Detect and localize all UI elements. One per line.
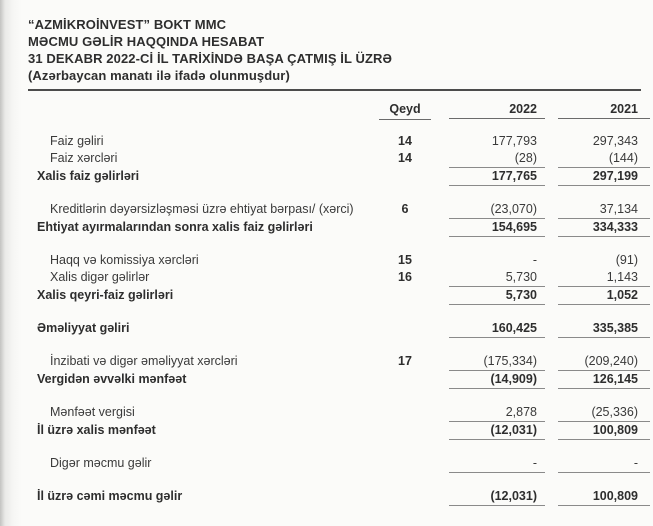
row-note: 14: [398, 151, 412, 165]
row-value-2022: -: [532, 253, 537, 267]
currency-note: (Azərbaycan manatı ilə ifadə olunmuşdur): [28, 68, 290, 83]
row-value-2021: 1,143: [558, 269, 650, 287]
row-value-2021: (25,336): [558, 404, 650, 422]
row-value-2022: 5,730: [449, 287, 545, 305]
row-value-2021: 297,199: [558, 168, 650, 186]
table-row: [28, 353, 650, 371]
row-value-2022: (12,031): [449, 488, 545, 506]
row-label: İnzibati və digər əməliyyat xərcləri: [50, 354, 238, 368]
document-header: [28, 16, 641, 91]
table-row: [28, 455, 650, 473]
row-value-2021: 297,343: [592, 134, 638, 148]
statement-title: MƏCMU GƏLİR HAQQINDA HESABAT: [28, 34, 265, 49]
row-label: Faiz gəliri: [50, 134, 104, 148]
row-value-2022: 160,425: [449, 320, 545, 338]
row-value-2022: (12,031): [449, 422, 545, 440]
row-value-2022: 2,878: [449, 404, 545, 422]
row-label: İl üzrə xalis mənfəət: [37, 423, 156, 437]
row-value-2022: 154,695: [449, 219, 545, 237]
row-value-2021: (91): [615, 253, 638, 267]
table-row: [28, 252, 650, 269]
table-row: [28, 404, 650, 422]
row-label: Haqq və komissiya xərcləri: [50, 253, 199, 267]
row-value-2021: 334,333: [558, 219, 650, 237]
table-row-subtotal: [28, 422, 650, 440]
row-value-2022: (28): [449, 150, 545, 168]
table-header-row: [28, 101, 650, 120]
column-header-2022: 2022: [449, 101, 545, 119]
row-value-2021: (144): [558, 150, 650, 168]
row-label: Əməliyyat gəliri: [37, 321, 130, 335]
row-value-2021: 1,052: [558, 287, 650, 305]
row-note: 16: [398, 270, 412, 284]
row-value-2021: 126,145: [558, 371, 650, 389]
row-value-2022: 5,730: [449, 269, 545, 287]
row-value-2021: -: [558, 455, 650, 473]
row-label: Xalis faiz gəlirləri: [37, 169, 140, 183]
column-header-2021: 2021: [558, 101, 650, 119]
statement-period: 31 DEKABR 2022-Cİ İL TARİXİNDƏ BAŞA ÇATMIŞ İL ÜZRƏ: [28, 51, 393, 66]
company-name: “AZMİKROİNVEST” BOKT MMC: [28, 17, 227, 32]
row-value-2022: 177,765: [449, 168, 545, 186]
row-note: 14: [398, 134, 412, 148]
table-row-subtotal: [28, 371, 650, 389]
table-row: [28, 133, 650, 150]
row-value-2022: (23,070): [449, 201, 545, 219]
row-value-2022: (175,334): [449, 353, 545, 371]
row-label: Ehtiyat ayırmalarından sonra xalis faiz gəlirləri: [37, 220, 313, 234]
table-row-subtotal: [28, 168, 650, 186]
row-value-2021: 100,809: [558, 488, 650, 506]
row-label: Xalis digər gəlirlər: [50, 270, 150, 284]
row-label: Mənfəət vergisi: [50, 405, 135, 419]
row-value-2021: 335,385: [558, 320, 650, 338]
row-value-2021: 37,134: [558, 201, 650, 219]
row-note: 6: [401, 202, 409, 216]
row-label: Vergidən əvvəlki mənfəət: [37, 372, 187, 386]
table-row-subtotal: [28, 320, 650, 338]
column-header-note: Qeyd: [379, 101, 431, 120]
table-row-subtotal: [28, 219, 650, 237]
table-row: [28, 150, 650, 168]
table-row-subtotal: [28, 287, 650, 305]
row-note: 17: [398, 354, 412, 368]
row-label: İl üzrə cəmi məcmu gəlir: [37, 489, 183, 503]
table-row-subtotal: [28, 488, 650, 506]
row-note: 15: [398, 253, 412, 267]
table-row: [28, 201, 650, 219]
table-row: [28, 269, 650, 287]
row-value-2021: 100,809: [558, 422, 650, 440]
row-value-2022: -: [449, 455, 545, 473]
row-value-2022: (14,909): [449, 371, 545, 389]
row-label: Kreditlərin dəyərsizləşməsi üzrə ehtiyat bərpası/ (xərci): [50, 202, 354, 216]
row-label: Faiz xərcləri: [50, 151, 118, 165]
row-value-2021: (209,240): [558, 353, 650, 371]
row-label: Xalis qeyri-faiz gəlirləri: [37, 288, 174, 302]
row-value-2022: 177,793: [491, 134, 537, 148]
row-label: Digər məcmu gəlir: [50, 456, 152, 470]
